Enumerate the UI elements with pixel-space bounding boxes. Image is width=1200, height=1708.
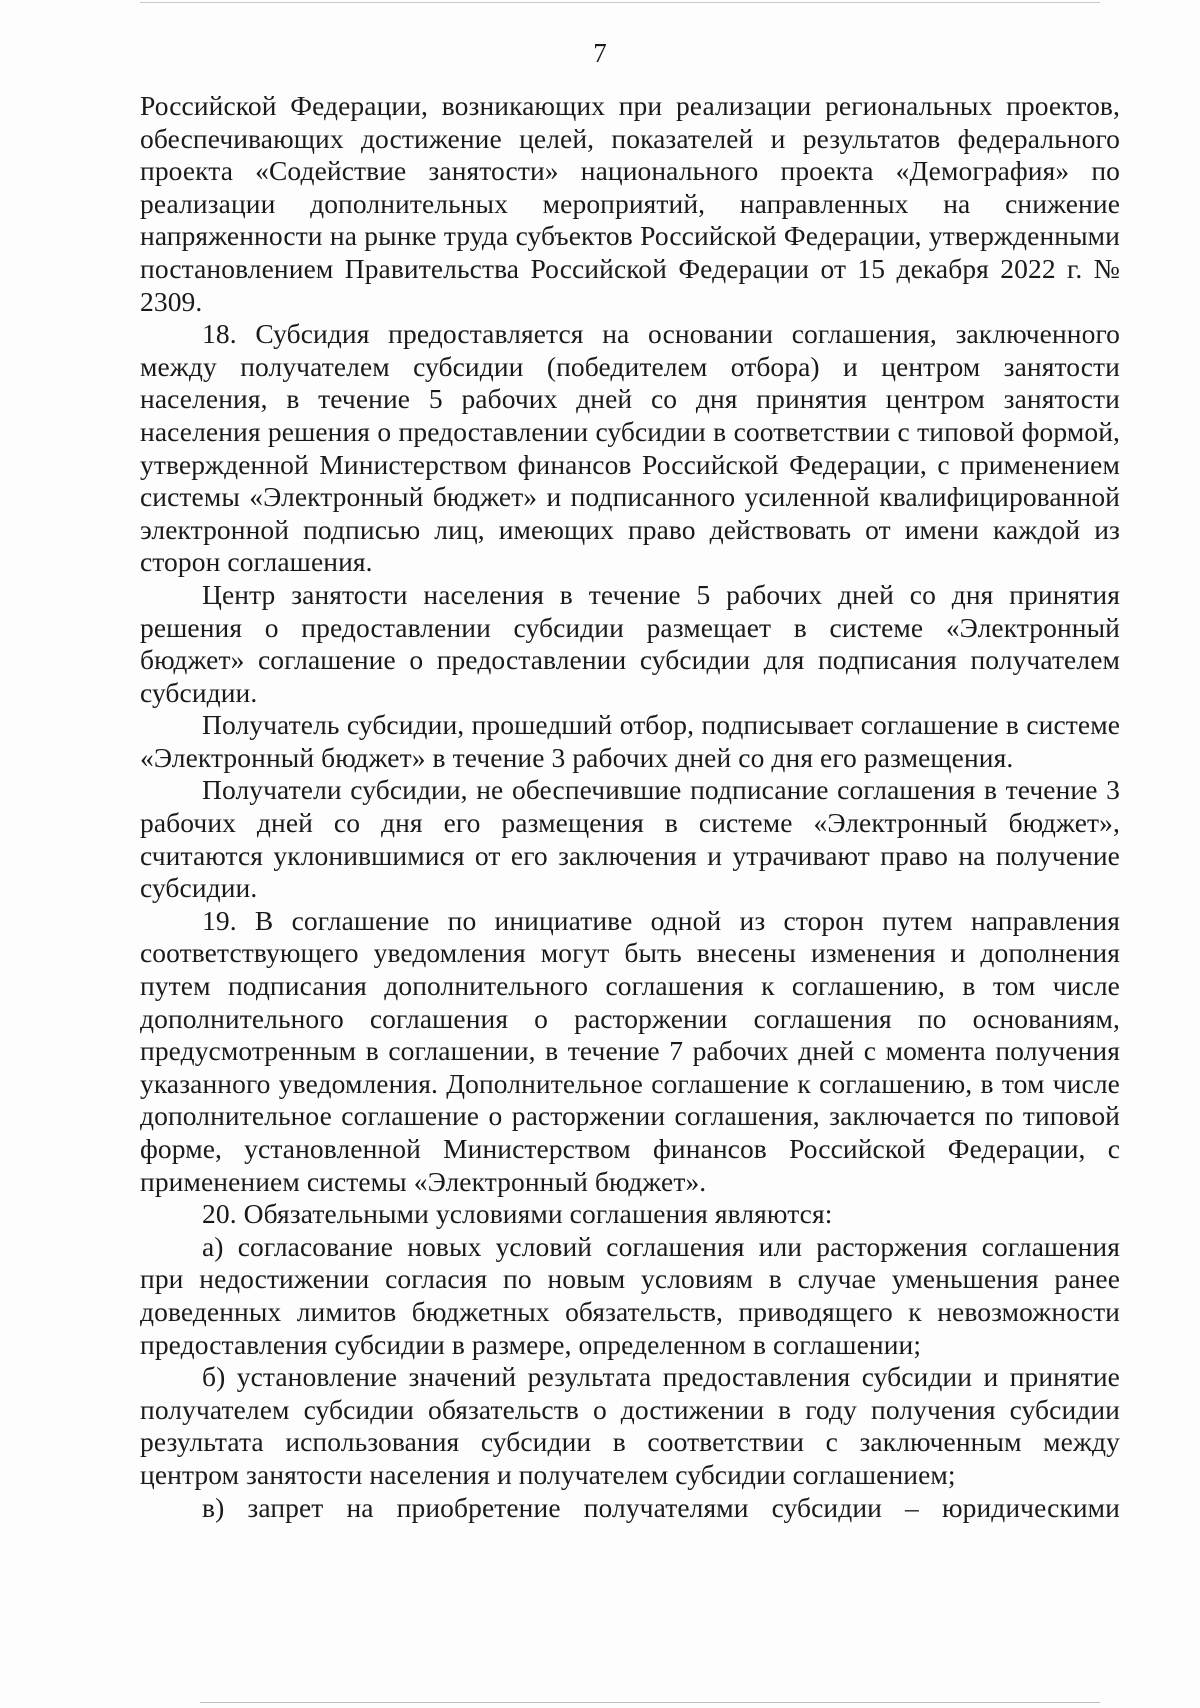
paragraph-item-19: 19. В соглашение по инициативе одной из сторон путем направления соответствующего уведомления могут быть внесены изменения и дополнения путем подписания дополнительного соглашения к соглашению, в том числе дополнительного соглашения о расторжении соглашения по основаниям, предусмотренным в соглашении, в течение 7 рабочих дней с момента получения указанного уведомления. Дополнительное соглашение к соглашению, в том числе дополнительное соглашение о расторжении соглашения, заключается по типовой форме, установленной Министерством финансов Российской Федерации, с применением системы «Электронный бюджет».	[140, 904, 1120, 1197]
paragraph-recipients-evading: Получатели субсидии, не обеспечившие подписание соглашения в течение 3 рабочих дней со дня его размещения в системе «Электронный бюджет», считаются уклонившимися от его заключения и утрачивают право на получение субсидии.	[140, 774, 1120, 904]
paragraph-item-20b: б) установление значений результата предоставления субсидии и принятие получателем субсидии обязательств о достижении в году получения субсидии результата использования субсидии в соответствии с заключенным между центром занятости населения и получателем субсидии соглашением;	[140, 1361, 1120, 1490]
paragraph-continuation: Российской Федерации, возникающих при реализации региональных проектов, обеспечивающих достижение целей, показателей и результатов федерального проекта «Содействие занятости» национального проекта «Демография» по реализации дополнительных мероприятий, направленных на снижение напряженности на рынке труда субъектов Российской Федерации, утвержденными постановлением Правительства Российской Федерации от 15 декабря 2022 г. № 2309.	[140, 90, 1120, 317]
paragraph-item-20v: в) запрет на приобретение получателями субсидии – юридическими	[202, 1491, 1120, 1523]
paragraph-item-18: 18. Субсидия предоставляется на основании соглашения, заключенного между получателем субсидии (победителем отбора) и центром занятости населения, в течение 5 рабочих дней со дня принятия центром занятости населения решения о предоставлении субсидии в соответствии с типовой формой, утвержденной Министерством финансов Российской Федерации, с применением системы «Электронный бюджет» и подписанного усиленной квалифицированной электронной подписью лиц, имеющих право действовать от имени каждой из сторон соглашения.	[140, 318, 1120, 578]
paragraph-item-20a: а) согласование новых условий соглашения или расторжения соглашения при недостижении согласия по новым условиям в случае уменьшения ранее доведенных лимитов бюджетных обязательств, приводящего к невозможности предоставления субсидии в размере, определенном в соглашении;	[140, 1230, 1120, 1360]
document-body	[140, 90, 1120, 1524]
page-number: 7	[593, 38, 607, 68]
scan-edge-top	[140, 2, 1100, 3]
scan-edge-bottom	[200, 1702, 1100, 1703]
paragraph-employment-center: Центр занятости населения в течение 5 рабочих дней со дня принятия решения о предоставлении субсидии размещает в системе «Электронный бюджет» соглашение о предоставлении субсидии для подписания получателем субсидии.	[140, 578, 1120, 708]
paragraph-recipient-signs: Получатель субсидии, прошедший отбор, подписывает соглашение в системе «Электронный бюджет» в течение 3 рабочих дней со дня его размещения.	[140, 709, 1120, 773]
paragraph-item-20: 20. Обязательными условиями соглашения являются:	[202, 1198, 833, 1230]
